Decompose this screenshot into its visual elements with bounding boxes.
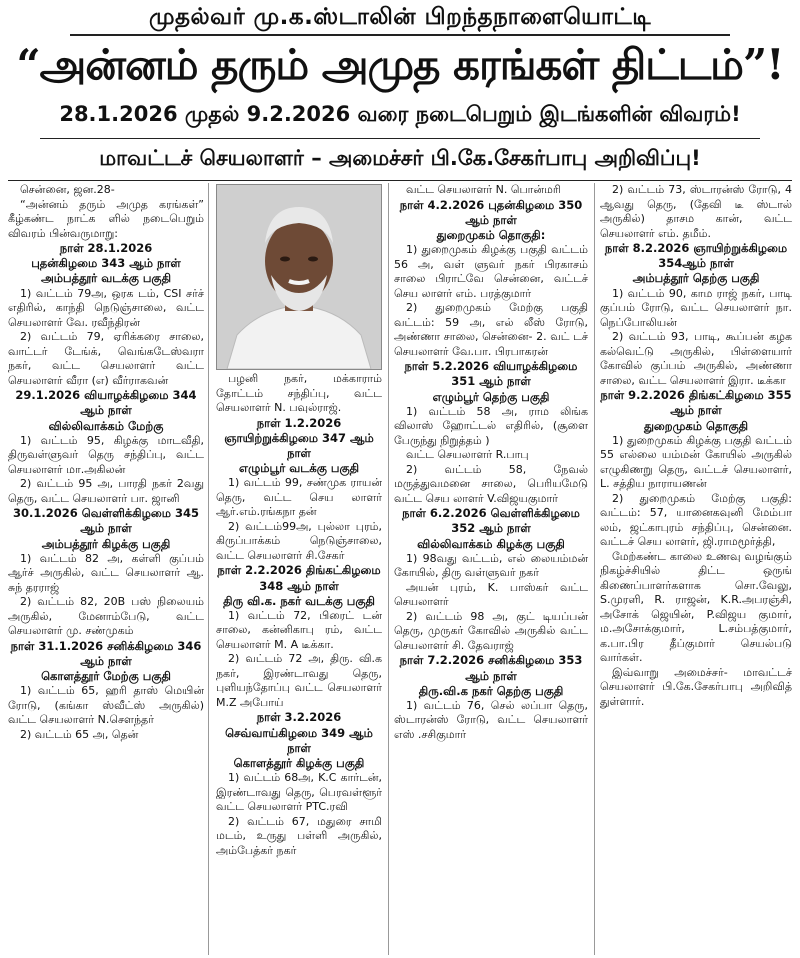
paragraph: 2) வட்டம் 82, 20B பஸ் நிலையம் அருகில், மேனாம்பேடு, வட்ட செயலாளர் மு. சண்முகம் [8, 595, 204, 638]
column-divider [388, 183, 389, 955]
paragraph: 1) வட்டம் 90, காம ராஜ் நகர், பாடி குப்பம் ரோடு, வட்ட செயலாளர் நா. நெப்போலியன் [600, 286, 792, 329]
date-heading: 29.1.2026 வியாழக்கிழமை 344 ஆம் நாள் [15, 388, 197, 418]
date-heading: புதன்கிழமை 343 ஆம் நாள் அம்பத்தூர் வடக்கு பகுதி [31, 256, 181, 286]
article-column-1 [8, 183, 204, 955]
paragraph: 2) வட்டம் 67, மதுரை சாமி மடம், உருது பள்ளி அருகில், அம்பேத்கர் நகர் [216, 814, 382, 857]
paragraph: 1) வட்டம் 65, ஹரி தாஸ் மெயின் ரோடு, (கங்கா ஸ்வீட்ஸ் அருகில்) வட்ட செயலாளர் N.சௌந்தர் [8, 684, 204, 727]
article-column-3 [394, 183, 588, 955]
date-heading: நாள் 6.2.2026 வெள்ளிக்கிழமை 352 ஆம் நாள் [402, 506, 580, 536]
paragraph: 1) துறைமுகம் கிழக்கு பகுதி வட்டம் 56 அ, வள் ளுவர் நகர் பிரகாசம் சாலை பிராட்வே சென்னை, வட்டச் செய லாளர் எம். பரத்குமார் [394, 243, 588, 300]
paragraph: வட்ட செயலாளர் N. பொன்மரி [406, 183, 561, 196]
paragraph: அயன் புரம், K. பாஸ்கர் வட்ட செயலாளர் [394, 580, 588, 609]
area-heading: வில்லிவாக்கம் மேற்கு [48, 418, 164, 433]
headline-main: “அன்னம் தரும் அமுத கரங்கள் திட்டம்”! [16, 40, 784, 89]
area-heading: வில்லிவாக்கம் கிழக்கு பகுதி [417, 536, 565, 551]
paragraph: 2) துறைமுகம் மேற்கு பகுதி வட்டம்: 59 அ, எல் லீஸ் ரோடு, அண்ணா சாலை, சென்னை- 2. வட் டச் செயலாளர் வே.பா. பிரபாகரன் [394, 301, 588, 358]
area-heading: துறைமுகம் தொகுதி [643, 418, 749, 433]
paragraph: 1) வட்டம் 68அ, K.C கார்டன், இரண்டாவது தெரு, பெரவள்ளூர் வட்ட செயலாளர் PTC.ரவி [216, 771, 382, 814]
paragraph: 1) வட்டம் 58 அ, ராம லிங்க விலாஸ் ஹோட்டல் எதிரில், (சூளை பேருந்து நிறுத்தம் ) [394, 404, 588, 447]
paragraph: மேற்கண்ட காலை உணவு வழங்கும் நிகழ்ச்சியில் திட்ட ஒருங் கிணைப்பாளர்களாக சொ.வேலு, S.முரளி, R. ராஜன், K.R.அபரஞ்சி, அசோக் ஜெயின், P.விஜய குமார், ம.அசோக்குமார், L.சம்பத்குமார், க.பா.பிர தீப்குமார் செயல்படு வார்கள். [600, 549, 792, 665]
paragraph: 1) வட்டம் 72, பிரைட் டன் சாலை, கன்னிகாபு ரம், வட்ட செயலாளர் M. A டீக்கா. [216, 608, 382, 651]
article-column-4 [600, 183, 792, 955]
paragraph: 1) வட்டம் 82 அ, கள்ளி குப்பம் ஆர்ச் அருகில், வட்ட செயலாளர் ஆ. சுந் தரராஜ் [8, 551, 204, 594]
divider [8, 180, 792, 181]
paragraph: 2) வட்டம் 65 அ, தென் [20, 727, 139, 741]
paragraph: 2) வட்டம் 79, ஏரிக்கரை சாலை, வாட்டர் டேங்க், வெங்கடேஸ்வரா நகர், வட்ட செயலாளர் வட்ட செயலாளர் வீரா (எ) வீர்ராகவன் [8, 330, 204, 387]
area-heading: துறைமுகம் தொகுதி: [436, 227, 546, 242]
column-divider [594, 183, 595, 955]
paragraph: 2) வட்டம்99அ, புல்லா புரம், கிருப்பாக்கம் நெடுஞ்சாலை, வட்ட செயலாளர் சி.சேகர் [216, 519, 382, 562]
date-heading: நாள் 7.2.2026 சனிக்கிழமை 353 ஆம் நாள் [399, 653, 583, 683]
date-heading: நாள் 4.2.2026 புதன்கிழமை 350 ஆம் நாள் [399, 197, 583, 227]
article-column-2 [216, 372, 382, 955]
date-heading: நாள் 1.2.2026 ஞாயிற்றுக்கிழமை 347 ஆம் நாள் [224, 415, 374, 460]
paragraph: 1) துறைமுகம் கிழக்கு பகுதி வட்டம் 55 எல்லை யம்மன் கோயில் அருகில் எழுகிணறு தெரு, வட்டச் செயலாளர், L. சத்திய நாராயணன் [600, 433, 792, 491]
date-heading: நாள் 8.2.2026 ஞாயிற்றுக்கிழமை 354ஆம் நாள் [604, 241, 788, 271]
paragraph: 2) வட்டம் 95 அ, பாரதி நகர் 2வது தெரு, வட்ட செயலாளர் பா. ஜானி [8, 477, 204, 505]
area-heading: எழும்பூர் வடக்கு பகுதி [238, 461, 360, 476]
area-heading: அம்பத்தூர் தெற்கு பகுதி [632, 271, 760, 286]
area-heading: திரு வி.க. நகர் வடக்கு பகுதி [223, 593, 375, 608]
paragraph: 2) வட்டம் 58, நேவல் மருத்துவமனை சாலை, பெரியமேடு வட்ட செய லாளர் V.விஜயகுமார் [394, 462, 588, 505]
area-heading: கொளத்தூர் கிழக்கு பகுதி [233, 755, 365, 770]
date-heading: நாள் 2.2.2026 திங்கட்கிழமை 348 ஆம் நாள் [217, 563, 381, 593]
paragraph: 1) 98வது வட்டம், எல் லையம்மன் கோயில், திரு வள்ளுவர் நகர் [394, 551, 588, 580]
paragraph: 2) வட்டம் 98 அ, குட் டியப்பன் தெரு, முருகர் கோவில் அருகில் வட்ட செயலாளர் சி. தேவராஜ் [394, 609, 588, 652]
paragraph: 1) வட்டம் 95, கிழக்கு மாடவீதி, திருவள்ளுவர் தெரு சந்திப்பு, வட்ட செயலாளர் மா.அகிலன் [8, 433, 204, 476]
paragraph: “அன்னம் தரும் அமுத கரங்கள்” கீழ்கண்ட நாட்க ளில் நடைபெறும் விவரம் பின்வருமாறு: [8, 197, 204, 240]
column-divider [208, 183, 209, 955]
date-heading: நாள் 28.1.2026 [59, 241, 153, 256]
date-heading: நாள் 9.2.2026 திங்கட்கிழமை 355 ஆம் நாள் [600, 388, 792, 418]
paragraph: 2) துறைமுகம் மேற்கு பகுதி: வட்டம்: 57, யானைகவுனி மேம்பா லம், ஜட்காபுரம் சந்திப்பு, சென்னை. வட்டச் செய லாளர், ஜி.ராமமூர்த்தி, [600, 491, 792, 549]
dateline: சென்னை, ஜன.28- [20, 183, 115, 196]
paragraph: 1) வட்டம் 99, சண்முக ராயன் தெரு, வட்ட செய லாளர் ஆர்.எம்.ரங்கநா தன் [216, 476, 382, 519]
paragraph: பழனி நகர், மக்காராம் தோட்டம் சந்திப்பு, வட்ட செயலாளர் N. பவுல்ராஜ். [216, 372, 382, 415]
area-heading: எழும்பூர் தெற்கு பகுதி [432, 389, 550, 404]
minister-photo [216, 184, 382, 370]
paragraph: 2) வட்டம் 72 அ, திரு. வி.க நகர், இரண்டாவது தெரு, புளியந்தோப்பு வட்ட செயலாளர் M.Z அபோய் [216, 652, 382, 709]
paragraph: இவ்வாறு அமைச்சர்- மாவட்டச் செயலாளர் பி.கே.சேகர்பாபு அறிவித் துள்ளார். [600, 665, 792, 708]
paragraph: 1) வட்டம் 76, செல் லப்பா தெரு, ஸ்டாரன்ஸ் ரோடு, வட்ட செயலாளர் எஸ் .சசிகுமார் [394, 698, 588, 741]
paragraph: 1) வட்டம் 79அ, ஒரக டம், CSI சர்ச் எதிரில், காந்தி நெடுஞ்சாலை, வட்ட செயலாளர் வே. ரவீந்திரன் [8, 286, 204, 329]
date-heading: நாள் 3.2.2026 செவ்வாய்கிழமை 349 ஆம் நாள் [225, 710, 373, 755]
paragraph: வட்ட செயலாளர் R.பாபு [406, 448, 529, 462]
area-heading: கொளத்தூர் மேற்கு பகுதி [41, 669, 171, 684]
area-heading: திரு.வி.க நகர் தெற்கு பகுதி [418, 683, 564, 698]
date-heading: 30.1.2026 வெள்ளிக்கிழமை 345 ஆம் நாள் [13, 506, 199, 536]
headline-dates: 28.1.2026 முதல் 9.2.2026 வரை நடைபெறும் இடங்களின் விவரம்! [59, 102, 741, 126]
paragraph: 2) வட்டம் 93, பாடி, கூப்பன் கழக கல்வெட்டு அருகில், பிள்ளையார் கோவில் குப்பம் அருகில், அண்ணா சாலை, வட்ட செயலாளர் இரா. டீக்கா [600, 330, 792, 387]
headline-kicker: முதல்வர் மு.க.ஸ்டாலின் பிறந்தநாளையொட்டி [148, 4, 652, 30]
paragraph: 2) வட்டம் 73, ஸ்டாரன்ஸ் ரோடு, 4 ஆவது தெரு, (தேவி டீ ஸ்டால் அருகில்) தாசம கான், வட்ட செயலாளர் எம். தமீம். [600, 183, 792, 240]
date-heading: நாள் 31.1.2026 சனிக்கிழமை 346 ஆம் நாள் [10, 638, 202, 669]
divider [70, 34, 730, 36]
area-heading: அம்பத்தூர் கிழக்கு பகுதி [41, 536, 171, 551]
date-heading: நாள் 5.2.2026 வியாழக்கிழமை 351 ஆம் நாள் [404, 359, 578, 389]
portrait-image [217, 185, 381, 369]
divider [40, 138, 760, 139]
headline-announcement: மாவட்டச் செயலாளர் – அமைச்சர் பி.கே.சேகர்பாபு அறிவிப்பு! [99, 146, 701, 170]
